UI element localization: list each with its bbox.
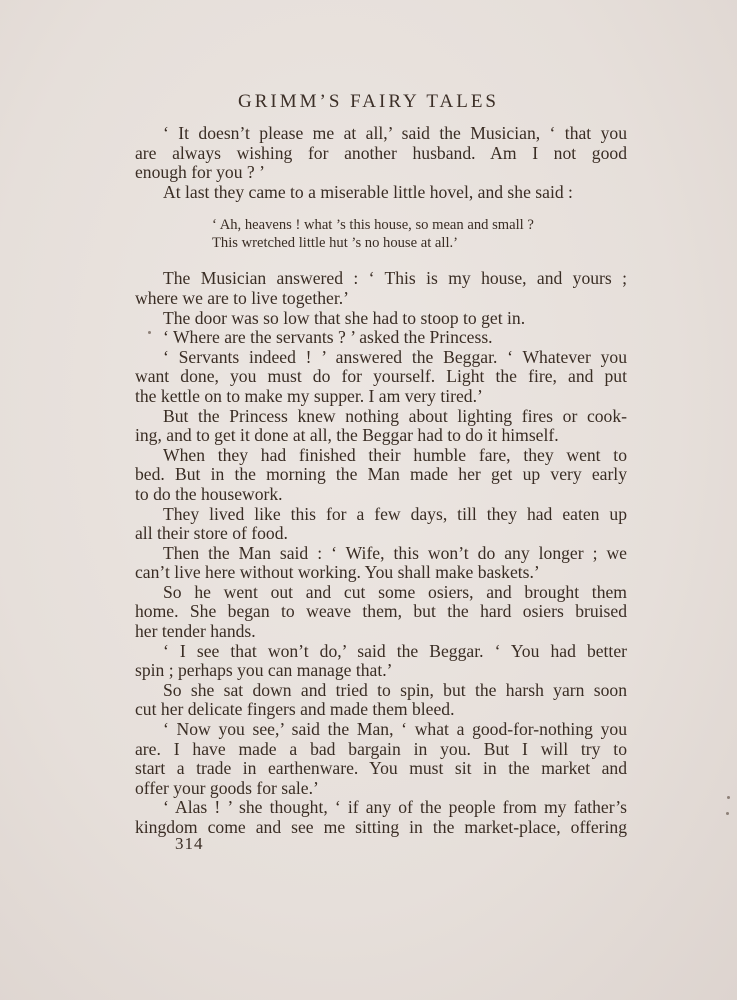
text-line: cut her delicate fingers and made them bleed.	[135, 699, 455, 720]
text-line: to do the housework.	[135, 483, 283, 504]
text-line: ‘ It doesn’t please me at all,’ said the Musician, ‘ that you	[163, 123, 627, 143]
text-line: kingdom come and see me sitting in the market-place, offering	[135, 817, 627, 837]
text-line: ‘ I see that won’t do,’ said the Beggar. ‘ You had better	[163, 640, 627, 661]
verse-line: This wretched little hut ’s no house at all.’	[212, 235, 459, 252]
text-line: ing, and to get it done at all, the Beggar had to do it himself.	[135, 425, 559, 446]
body-text	[135, 124, 627, 838]
text-line: So he went out and cut some osiers, and brought them	[163, 581, 627, 602]
text-line: where we are to live together.’	[135, 287, 349, 308]
verse-quote	[212, 216, 627, 252]
text-line: start a trade in earthenware. You must sit in the market and	[135, 758, 627, 779]
text-line: are always wishing for another husband. Am I not good	[135, 142, 627, 163]
text-line: enough for you ? ’	[135, 162, 265, 183]
verse-line: ‘ Ah, heavens ! what ’s this house, so mean and small ?	[212, 217, 534, 234]
running-header: GRIMM’S FAIRY TALES	[238, 91, 499, 112]
page-number: 314	[175, 834, 204, 853]
text-line: the kettle on to make my supper. I am very tired.’	[135, 385, 483, 406]
text-line: But the Princess knew nothing about lighting fires or cook-	[163, 405, 627, 426]
text-line: her tender hands.	[135, 621, 256, 642]
text-line: ‘ Now you see,’ said the Man, ‘ what a good-for-nothing you	[163, 719, 627, 740]
paper-speck	[726, 812, 729, 815]
text-line: They lived like this for a few days, till they had eaten up	[163, 503, 627, 524]
text-line: ‘ Where are the servants ? ’ asked the Princess.	[163, 327, 493, 348]
text-line: So she sat down and tried to spin, but the harsh yarn soon	[163, 679, 627, 700]
text-line: bed. But in the morning the Man made her get up very early	[135, 464, 627, 485]
text-line: spin ; perhaps you can manage that.’	[135, 660, 393, 681]
text-line: want done, you must do for yourself. Light the fire, and put	[135, 366, 627, 387]
text-line: all their store of food.	[135, 523, 288, 544]
text-line: ‘ Servants indeed ! ’ answered the Beggar. ‘ Whatever you	[163, 346, 627, 367]
text-line: When they had finished their humble fare, they went to	[163, 444, 627, 465]
text-line: offer your goods for sale.’	[135, 777, 319, 798]
paper-speck	[727, 796, 730, 799]
paper-speck	[148, 331, 151, 334]
text-line: ‘ Alas ! ’ she thought, ‘ if any of the people from my father’s	[163, 797, 627, 818]
text-line: home. She began to weave them, but the hard osiers bruised	[135, 601, 627, 622]
text-line: The door was so low that she had to stoop to get in.	[163, 307, 526, 328]
text-line: Then the Man said : ‘ Wife, this won’t do any longer ; we	[163, 542, 627, 563]
text-line: The Musician answered : ‘ This is my house, and yours ;	[163, 268, 627, 289]
text-line: are. I have made a bad bargain in you. But I will try to	[135, 738, 627, 759]
text-line: At last they came to a miserable little hovel, and she said :	[163, 181, 573, 202]
text-line: can’t live here without working. You shall make baskets.’	[135, 562, 540, 583]
